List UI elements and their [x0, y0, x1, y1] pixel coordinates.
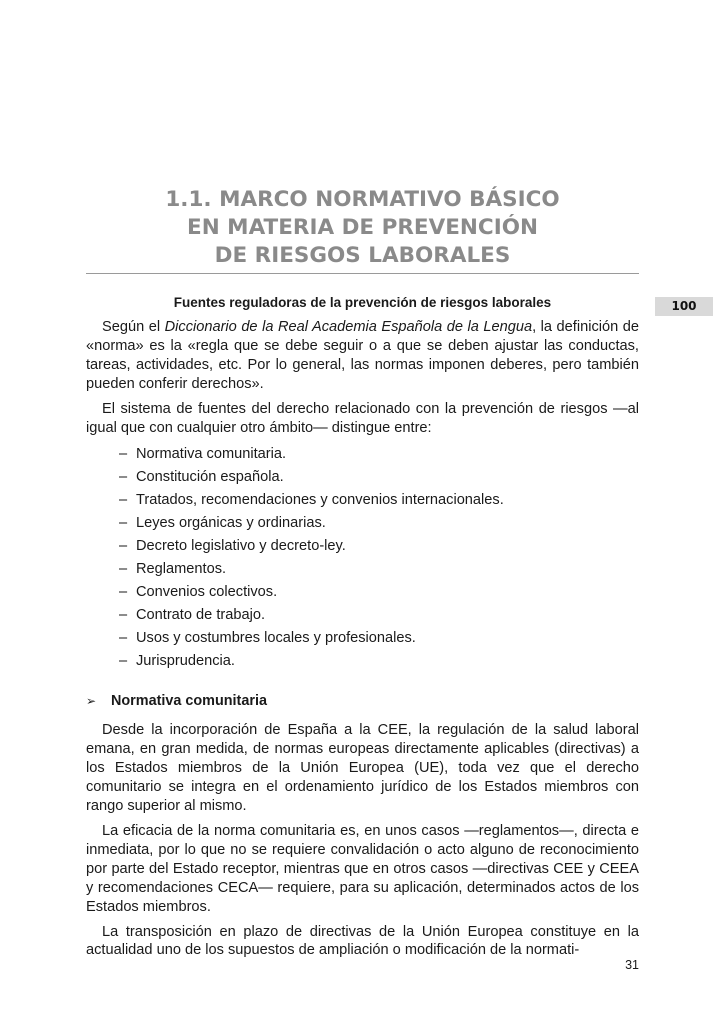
list-item [86, 581, 639, 604]
list-item-text: Decreto legislativo y decreto-ley. [136, 538, 346, 555]
dash-bullet: – [119, 561, 128, 578]
dash-bullet: – [119, 584, 128, 601]
paragraph: Desde la incorporación de España a la CEE, la regulación de la salud laboral emana, en gran medida, de normas europeas directamente aplicables (directivas) a los Estados miembros de la Unión Europea (UE), toda vez que el derecho comunitario se integra en el ordenamiento jurídico de los Estados miembros con rango superior al mismo. [86, 722, 639, 815]
side-page-tab: 100 [655, 297, 713, 316]
dash-bullet: – [119, 515, 128, 532]
list-item-text: Usos y costumbres locales y profesionales. [136, 630, 416, 647]
list-item-text: Tratados, recomendaciones y convenios internacionales. [136, 492, 504, 509]
dash-bullet: – [119, 607, 128, 624]
title-line: 1.1. MARCO NORMATIVO BÁSICO [165, 187, 560, 212]
italic-citation: Diccionario de la Real Academia Española de la Lengua [164, 319, 533, 335]
dash-bullet: – [119, 630, 128, 647]
paragraph: El sistema de fuentes del derecho relacionado con la prevención de riesgos —al igual que con cualquier otro ámbito— distingue entre: [86, 400, 639, 436]
dash-bullet: – [119, 653, 128, 670]
dash-bullet: – [119, 492, 128, 509]
paragraph: La transposición en plazo de directivas de la Unión Europea constituye en la actualidad uno de los supuestos de ampliación o modificación de la normati- [86, 923, 639, 959]
dash-bullet: – [119, 469, 128, 486]
list-item [86, 466, 639, 489]
list-item [86, 512, 639, 535]
list-item-text: Jurisprudencia. [136, 653, 235, 670]
dash-bullet: – [119, 446, 128, 463]
list-item-text: Convenios colectivos. [136, 584, 278, 601]
title-divider [86, 273, 639, 274]
list-item [86, 535, 639, 558]
list-item [86, 443, 639, 466]
section-subheading: Fuentes reguladoras de la prevención de riesgos laborales [173, 295, 552, 310]
paragraph [86, 318, 639, 394]
sources-list [86, 443, 639, 673]
arrow-bullet-icon: ➢ [86, 694, 97, 709]
section-title: Normativa comunitaria [111, 693, 267, 710]
body-content [86, 294, 639, 966]
chapter-title [86, 186, 639, 270]
list-item [86, 650, 639, 673]
title-line: EN MATERIA DE PREVENCIÓN [187, 215, 538, 240]
list-item-text: Leyes orgánicas y ordinarias. [136, 515, 326, 532]
list-item [86, 604, 639, 627]
dash-bullet: – [119, 538, 128, 555]
title-line: DE RIESGOS LABORALES [214, 243, 511, 268]
list-item [86, 558, 639, 581]
list-item-text: Constitución española. [136, 469, 284, 486]
text-run: , la definición de «norma» es la «regla que se debe seguir o a que se deben ajustar las conductas, tareas, actividades, etc. Por lo general, las normas imponen deberes, pero también pueden conferir derechos». [86, 319, 639, 392]
list-item-text: Normativa comunitaria. [136, 446, 287, 463]
list-item-text: Contrato de trabajo. [136, 607, 265, 624]
text-run: Según el [102, 319, 165, 335]
list-item [86, 489, 639, 512]
section-heading [86, 691, 639, 711]
list-item [86, 627, 639, 650]
list-item-text: Reglamentos. [136, 561, 227, 578]
paragraph: La eficacia de la norma comunitaria es, en unos casos —reglamentos—, directa e inmediata, por lo que no se requiere convalidación o acto alguno de reconocimiento por parte del Estado receptor, mientras que en otros casos —directivas CEE y CEEA y recomendaciones CECA— requiere, para su aplicación, determinados actos de los Estados miembros. [86, 822, 639, 915]
page-number: 31 [625, 958, 639, 972]
